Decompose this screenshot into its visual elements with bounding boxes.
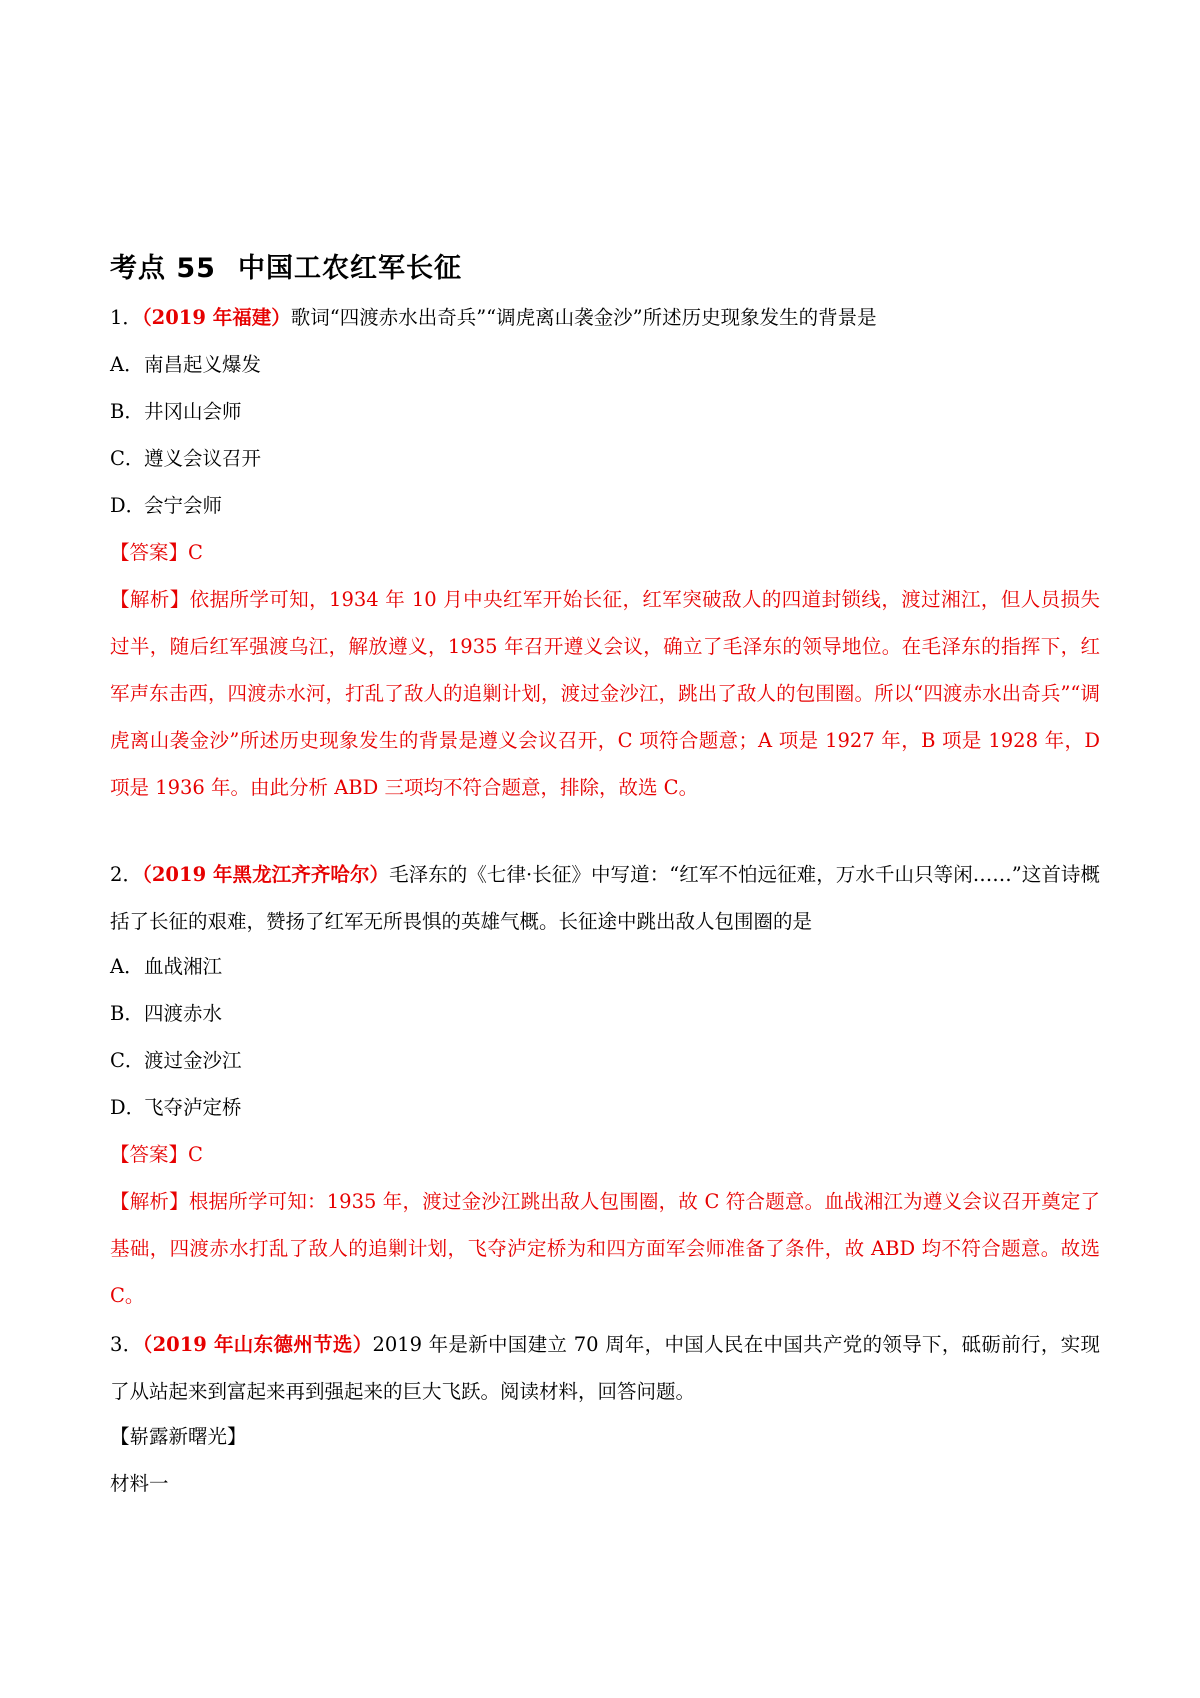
analysis-label: 【解析】 [110, 1190, 189, 1213]
page-title [110, 250, 1100, 288]
question-source: （2019 年黑龙江齐齐哈尔） [142, 863, 390, 886]
question-source: （2019 年福建） [141, 306, 291, 329]
question-2-option-c: C．渡过金沙江 [110, 1049, 242, 1072]
question-number: 1． [110, 306, 142, 329]
question-2-stem [110, 851, 1100, 945]
question-1-option-c: C．遵义会议召开 [110, 447, 262, 470]
question-text: 毛泽东的《七律·长征》中写道：“红军不怕远征难，万水千山只等闲……”这首诗概括了长征的艰难，赞扬了红军无所畏惧的英雄气概。长征途中跳出敌人包围圈的是 [110, 863, 1100, 933]
question-1-option-a: A．南昌起义爆发 [110, 353, 262, 376]
question-text: 歌词“四渡赤水出奇兵”“调虎离山袭金沙”所述历史现象发生的背景是 [290, 306, 877, 329]
title-text: 中国工农红军长征 [237, 253, 462, 284]
question-2-option-d: D．飞夺泸定桥 [110, 1096, 242, 1119]
analysis-text: 依据所学可知，1934 年 10 月中央红军开始长征，红军突破敌人的四道封锁线，渡过湘江，但人员损失过半，随后红军强渡乌江，解放遵义，1935 年召开遵义会议，确立了毛泽东的领导地位。在毛泽东的指挥下，红军声东击西，四渡赤水河，打乱了敌人的追剿计划，渡过金沙江，跳出了敌人的包围圈。所以“四渡赤水出奇兵”“调虎离山袭金沙”所述历史现象发生的背景是遵义会议召开，C 项符合题意；A 项是 1927 年，B 项是 1928 年，D 项是 1936 年。由此分析 ABD 三项均不符合题意，排除，故选 C。 [110, 588, 1100, 799]
title-prefix: 考点 55 [110, 253, 216, 284]
question-1-analysis [110, 576, 1100, 811]
question-2-answer [110, 1137, 1100, 1173]
question-number: 2． [110, 863, 143, 886]
analysis-text: 根据所学可知：1935 年，渡过金沙江跳出敌人包围圈，故 C 符合题意。血战湘江为遵义会议召开奠定了基础，四渡赤水打乱了敌人的追剿计划，飞夺泸定桥为和四方面军会师准备了条件，故 ABD 均不符合题意。故选 C。 [110, 1190, 1100, 1307]
question-1-option-d: D．会宁会师 [110, 494, 223, 517]
question-2-analysis [110, 1178, 1100, 1319]
document-page [110, 250, 1100, 1513]
answer-label: 【答案】 [110, 1143, 189, 1166]
question-number: 3． [110, 1333, 143, 1356]
question-source: （2019 年山东德州节选） [142, 1333, 373, 1356]
question-text: 2019 年是新中国建立 70 周年，中国人民在中国共产党的领导下，砥砺前行，实现了从站起来到富起来再到强起来的巨大飞跃。阅读材料，回答问题。 [110, 1333, 1100, 1403]
analysis-label: 【解析】 [110, 588, 190, 611]
question-3-stem [110, 1321, 1100, 1415]
question-1-answer [110, 535, 1100, 571]
question-1-option-b: B．井冈山会师 [110, 400, 242, 423]
question-3-material-label: 材料一 [110, 1472, 169, 1495]
question-3-section-heading: 【崭露新曙光】 [110, 1425, 247, 1448]
answer-value: C [188, 1143, 203, 1166]
answer-label: 【答案】 [110, 541, 189, 564]
answer-value: C [188, 541, 203, 564]
question-2-option-a: A．血战湘江 [110, 955, 223, 978]
question-1-stem [110, 300, 1100, 336]
question-2-option-b: B．四渡赤水 [110, 1002, 223, 1025]
